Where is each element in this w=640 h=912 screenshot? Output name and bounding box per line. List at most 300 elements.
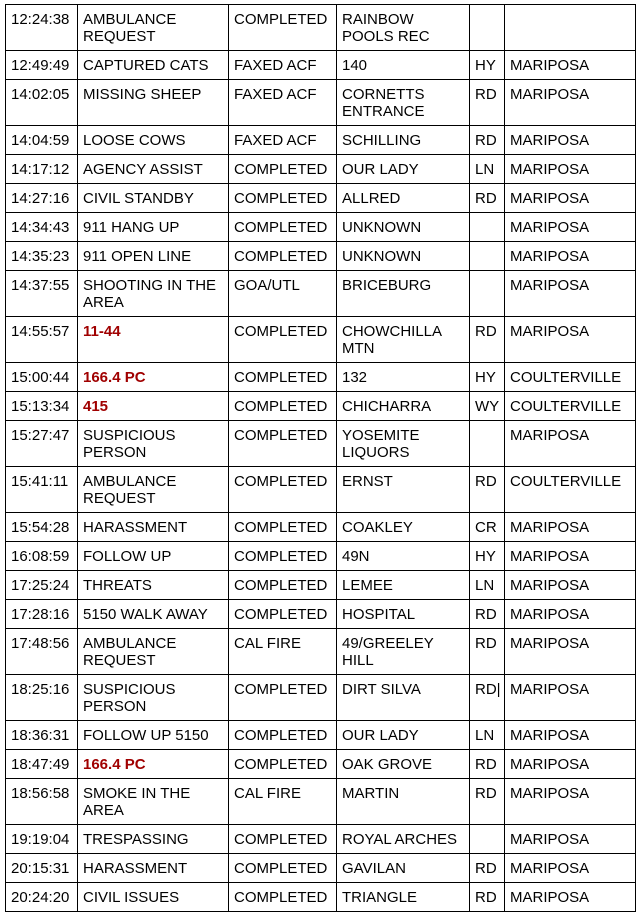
city-cell [505, 779, 636, 825]
street-cell-text: UNKNOWN [342, 219, 422, 236]
street-cell-text: TRIANGLE [342, 889, 418, 906]
city-cell [505, 721, 636, 750]
disposition-cell-text: COMPLETED [234, 248, 328, 265]
time-cell-text: 16:08:59 [11, 548, 70, 565]
time-cell-text: 12:49:49 [11, 57, 70, 74]
city-cell [505, 883, 636, 912]
disposition-cell-text: COMPLETED [234, 427, 328, 444]
call-type-cell-text: FOLLOW UP 5150 [83, 727, 209, 744]
call-type-cell-text: HARASSMENT [83, 860, 188, 877]
city-cell [505, 513, 636, 542]
table-row [6, 542, 636, 571]
time-cell [6, 184, 78, 213]
street-cell [337, 675, 470, 721]
table-row [6, 721, 636, 750]
call-type-cell-text: LOOSE COWS [83, 132, 186, 149]
time-cell-text: 17:48:56 [11, 635, 70, 652]
city-cell [505, 629, 636, 675]
table-row [6, 825, 636, 854]
city-cell [505, 213, 636, 242]
call-type-cell-text: HARASSMENT [83, 519, 188, 536]
table-row [6, 51, 636, 80]
street-suffix-cell [470, 571, 505, 600]
disposition-cell-text: COMPLETED [234, 889, 328, 906]
table-row [6, 184, 636, 213]
street-cell-text: 49N [342, 548, 370, 565]
disposition-cell-text: COMPLETED [234, 473, 328, 490]
street-suffix-cell-text: RD [475, 860, 497, 877]
disposition-cell-text: COMPLETED [234, 577, 328, 594]
table-row [6, 80, 636, 126]
call-type-cell-text: CIVIL STANDBY [83, 190, 194, 207]
call-type-cell [78, 571, 229, 600]
disposition-cell-text: COMPLETED [234, 606, 328, 623]
table-row [6, 317, 636, 363]
street-suffix-cell [470, 363, 505, 392]
city-cell-text: MARIPOSA [510, 756, 590, 773]
street-cell [337, 721, 470, 750]
street-suffix-cell [470, 271, 505, 317]
city-cell-text: MARIPOSA [510, 219, 590, 236]
street-cell [337, 513, 470, 542]
table-row [6, 513, 636, 542]
disposition-cell-text: COMPLETED [234, 727, 328, 744]
street-cell [337, 421, 470, 467]
city-cell-text: MARIPOSA [510, 519, 590, 536]
city-cell [505, 571, 636, 600]
call-type-cell [78, 825, 229, 854]
call-type-cell [78, 600, 229, 629]
street-cell-text: MARTIN [342, 785, 400, 802]
city-cell [505, 421, 636, 467]
disposition-cell [229, 213, 337, 242]
call-type-cell-text: AMBULANCE REQUEST [83, 635, 177, 669]
city-cell [505, 51, 636, 80]
street-cell [337, 883, 470, 912]
city-cell-text: COULTERVILLE [510, 473, 622, 490]
disposition-cell-text: FAXED ACF [234, 132, 317, 149]
street-suffix-cell-text: LN [475, 161, 495, 178]
time-cell-text: 14:27:16 [11, 190, 70, 207]
city-cell [505, 363, 636, 392]
time-cell-text: 15:13:34 [11, 398, 70, 415]
table-row [6, 571, 636, 600]
street-cell-text: CHOWCHILLA MTN [342, 323, 442, 357]
street-cell [337, 571, 470, 600]
call-type-cell [78, 126, 229, 155]
time-cell [6, 51, 78, 80]
city-cell [505, 467, 636, 513]
call-type-cell [78, 392, 229, 421]
call-type-cell-text: 911 OPEN LINE [83, 248, 192, 265]
city-cell [505, 80, 636, 126]
street-cell [337, 271, 470, 317]
street-cell [337, 155, 470, 184]
table-row [6, 750, 636, 779]
disposition-cell [229, 513, 337, 542]
disposition-cell-text: COMPLETED [234, 369, 328, 386]
call-type-cell-text: AMBULANCE REQUEST [83, 473, 177, 507]
disposition-cell [229, 242, 337, 271]
table-row [6, 421, 636, 467]
street-cell [337, 600, 470, 629]
time-cell [6, 363, 78, 392]
time-cell [6, 80, 78, 126]
table-row [6, 392, 636, 421]
disposition-cell-text: COMPLETED [234, 219, 328, 236]
street-suffix-cell [470, 213, 505, 242]
street-cell-text: 132 [342, 369, 368, 386]
call-type-cell-text: 166.4 PC [83, 369, 146, 386]
disposition-cell [229, 317, 337, 363]
city-cell-text: MARIPOSA [510, 427, 590, 444]
disposition-cell [229, 825, 337, 854]
disposition-cell-text: FAXED ACF [234, 57, 317, 74]
street-suffix-cell-text: LN [475, 727, 495, 744]
city-cell-text: MARIPOSA [510, 132, 590, 149]
table-row [6, 363, 636, 392]
call-type-cell [78, 750, 229, 779]
call-type-cell-text: SUSPICIOUS PERSON [83, 681, 176, 715]
disposition-cell [229, 600, 337, 629]
city-cell-text: MARIPOSA [510, 190, 590, 207]
city-cell-text: MARIPOSA [510, 635, 590, 652]
disposition-cell [229, 750, 337, 779]
call-type-cell [78, 242, 229, 271]
disposition-cell [229, 363, 337, 392]
street-cell [337, 854, 470, 883]
city-cell [505, 184, 636, 213]
disposition-cell-text: COMPLETED [234, 190, 328, 207]
time-cell [6, 513, 78, 542]
disposition-cell-text: CAL FIRE [234, 785, 301, 802]
call-log-table [5, 4, 636, 912]
street-cell-text: CHICHARRA [342, 398, 432, 415]
street-suffix-cell [470, 155, 505, 184]
disposition-cell [229, 629, 337, 675]
time-cell [6, 883, 78, 912]
street-cell-text: RAINBOW POOLS REC [342, 11, 430, 45]
disposition-cell [229, 51, 337, 80]
street-suffix-cell-text: RD| [475, 681, 501, 698]
time-cell [6, 629, 78, 675]
time-cell [6, 750, 78, 779]
street-suffix-cell [470, 721, 505, 750]
disposition-cell [229, 155, 337, 184]
disposition-cell-text: FAXED ACF [234, 86, 317, 103]
street-suffix-cell-text: RD [475, 86, 497, 103]
street-suffix-cell [470, 317, 505, 363]
disposition-cell-text: COMPLETED [234, 756, 328, 773]
city-cell-text: MARIPOSA [510, 681, 590, 698]
street-suffix-cell [470, 80, 505, 126]
street-cell [337, 51, 470, 80]
disposition-cell-text: COMPLETED [234, 681, 328, 698]
time-cell [6, 155, 78, 184]
time-cell [6, 317, 78, 363]
street-cell [337, 363, 470, 392]
time-cell [6, 421, 78, 467]
city-cell-text: MARIPOSA [510, 831, 590, 848]
street-cell-text: CORNETTS ENTRANCE [342, 86, 425, 120]
time-cell [6, 675, 78, 721]
city-cell-text: MARIPOSA [510, 577, 590, 594]
call-type-cell-text: CIVIL ISSUES [83, 889, 180, 906]
call-type-cell-text: MISSING SHEEP [83, 86, 202, 103]
time-cell-text: 12:24:38 [11, 11, 70, 28]
city-cell [505, 825, 636, 854]
street-cell-text: SCHILLING [342, 132, 422, 149]
city-cell-text: COULTERVILLE [510, 369, 622, 386]
call-type-cell-text: AGENCY ASSIST [83, 161, 203, 178]
street-suffix-cell [470, 467, 505, 513]
city-cell [505, 126, 636, 155]
street-suffix-cell [470, 242, 505, 271]
time-cell-text: 18:56:58 [11, 785, 70, 802]
call-type-cell [78, 271, 229, 317]
table-row [6, 600, 636, 629]
time-cell [6, 126, 78, 155]
street-suffix-cell-text: LN [475, 577, 495, 594]
street-cell-text: HOSPITAL [342, 606, 416, 623]
call-type-cell [78, 883, 229, 912]
street-suffix-cell-text: HY [475, 369, 496, 386]
disposition-cell [229, 467, 337, 513]
table-row [6, 629, 636, 675]
street-suffix-cell [470, 184, 505, 213]
disposition-cell [229, 421, 337, 467]
call-type-cell [78, 467, 229, 513]
time-cell-text: 14:02:05 [11, 86, 70, 103]
time-cell [6, 825, 78, 854]
call-type-cell-text: THREATS [83, 577, 152, 594]
time-cell-text: 18:47:49 [11, 756, 70, 773]
street-cell [337, 750, 470, 779]
street-cell [337, 184, 470, 213]
street-cell-text: GAVILAN [342, 860, 406, 877]
table-row [6, 213, 636, 242]
call-type-cell-text: AMBULANCE REQUEST [83, 11, 177, 45]
time-cell-text: 18:25:16 [11, 681, 70, 698]
call-type-cell [78, 854, 229, 883]
table-row [6, 675, 636, 721]
city-cell-text: MARIPOSA [510, 727, 590, 744]
table-row [6, 242, 636, 271]
street-cell-text: OUR LADY [342, 161, 419, 178]
street-suffix-cell [470, 600, 505, 629]
time-cell [6, 571, 78, 600]
time-cell-text: 15:00:44 [11, 369, 70, 386]
street-suffix-cell-text: WY [475, 398, 500, 415]
street-cell [337, 467, 470, 513]
street-cell-text: COAKLEY [342, 519, 413, 536]
disposition-cell [229, 854, 337, 883]
disposition-cell-text: COMPLETED [234, 860, 328, 877]
disposition-cell-text: COMPLETED [234, 323, 328, 340]
call-type-cell [78, 155, 229, 184]
street-cell [337, 542, 470, 571]
call-type-cell [78, 363, 229, 392]
table-row [6, 854, 636, 883]
street-cell [337, 779, 470, 825]
street-cell [337, 213, 470, 242]
call-type-cell-text: 166.4 PC [83, 756, 146, 773]
street-suffix-cell [470, 51, 505, 80]
street-cell [337, 80, 470, 126]
disposition-cell [229, 721, 337, 750]
time-cell-text: 17:28:16 [11, 606, 70, 623]
disposition-cell [229, 542, 337, 571]
time-cell [6, 779, 78, 825]
call-type-cell [78, 317, 229, 363]
street-suffix-cell [470, 5, 505, 51]
time-cell [6, 392, 78, 421]
time-cell-text: 14:04:59 [11, 132, 70, 149]
disposition-cell-text: COMPLETED [234, 11, 328, 28]
table-row [6, 779, 636, 825]
call-type-cell [78, 5, 229, 51]
street-cell-text: YOSEMITE LIQUORS [342, 427, 420, 461]
street-suffix-cell-text: RD [475, 635, 497, 652]
time-cell-text: 14:55:57 [11, 323, 70, 340]
time-cell [6, 271, 78, 317]
city-cell [505, 675, 636, 721]
disposition-cell [229, 675, 337, 721]
street-suffix-cell-text: RD [475, 606, 497, 623]
disposition-cell-text: COMPLETED [234, 519, 328, 536]
time-cell-text: 19:19:04 [11, 831, 70, 848]
street-cell-text: UNKNOWN [342, 248, 422, 265]
time-cell [6, 542, 78, 571]
call-type-cell [78, 675, 229, 721]
time-cell-text: 20:15:31 [11, 860, 70, 877]
street-suffix-cell [470, 629, 505, 675]
city-cell-text: MARIPOSA [510, 277, 590, 294]
street-suffix-cell [470, 421, 505, 467]
street-cell [337, 5, 470, 51]
street-cell [337, 317, 470, 363]
time-cell-text: 15:41:11 [11, 473, 69, 490]
time-cell-text: 14:17:12 [11, 161, 70, 178]
city-cell-text: MARIPOSA [510, 606, 590, 623]
street-suffix-cell [470, 779, 505, 825]
street-suffix-cell-text: RD [475, 190, 497, 207]
street-suffix-cell [470, 825, 505, 854]
disposition-cell-text: CAL FIRE [234, 635, 301, 652]
table-row [6, 5, 636, 51]
disposition-cell [229, 5, 337, 51]
street-suffix-cell-text: HY [475, 548, 496, 565]
street-cell-text: 49/GREELEY HILL [342, 635, 434, 669]
disposition-cell [229, 80, 337, 126]
street-cell [337, 825, 470, 854]
table-row [6, 883, 636, 912]
city-cell-text: MARIPOSA [510, 323, 590, 340]
city-cell-text: MARIPOSA [510, 548, 590, 565]
time-cell-text: 14:35:23 [11, 248, 70, 265]
street-cell [337, 126, 470, 155]
city-cell [505, 542, 636, 571]
time-cell-text: 15:54:28 [11, 519, 70, 536]
call-type-cell [78, 513, 229, 542]
disposition-cell [229, 126, 337, 155]
call-type-cell-text: 5150 WALK AWAY [83, 606, 208, 623]
time-cell-text: 15:27:47 [11, 427, 70, 444]
disposition-cell-text: COMPLETED [234, 548, 328, 565]
street-suffix-cell-text: HY [475, 57, 496, 74]
table-row [6, 126, 636, 155]
street-suffix-cell [470, 883, 505, 912]
street-cell [337, 629, 470, 675]
city-cell-text: MARIPOSA [510, 889, 590, 906]
call-type-cell-text: SHOOTING IN THE AREA [83, 277, 217, 311]
street-suffix-cell-text: RD [475, 473, 497, 490]
call-type-cell [78, 51, 229, 80]
city-cell [505, 271, 636, 317]
disposition-cell [229, 392, 337, 421]
city-cell-text: COULTERVILLE [510, 398, 622, 415]
street-cell-text: BRICEBURG [342, 277, 432, 294]
street-suffix-cell-text: CR [475, 519, 497, 536]
time-cell-text: 14:34:43 [11, 219, 70, 236]
call-type-cell [78, 213, 229, 242]
street-cell [337, 392, 470, 421]
street-cell-text: 140 [342, 57, 368, 74]
street-suffix-cell-text: RD [475, 756, 497, 773]
city-cell [505, 600, 636, 629]
city-cell-text: MARIPOSA [510, 785, 590, 802]
disposition-cell-text: COMPLETED [234, 831, 328, 848]
call-type-cell [78, 779, 229, 825]
disposition-cell [229, 571, 337, 600]
table-row [6, 271, 636, 317]
street-suffix-cell [470, 854, 505, 883]
call-type-cell-text: 911 HANG UP [83, 219, 180, 236]
street-suffix-cell [470, 392, 505, 421]
disposition-cell [229, 184, 337, 213]
disposition-cell [229, 779, 337, 825]
time-cell [6, 600, 78, 629]
street-cell-text: OUR LADY [342, 727, 419, 744]
street-suffix-cell-text: RD [475, 785, 497, 802]
call-type-cell-text: 11-44 [83, 323, 121, 340]
city-cell [505, 392, 636, 421]
time-cell-text: 18:36:31 [11, 727, 70, 744]
call-type-cell-text: CAPTURED CATS [83, 57, 209, 74]
call-type-cell [78, 80, 229, 126]
street-suffix-cell [470, 126, 505, 155]
disposition-cell-text: COMPLETED [234, 161, 328, 178]
time-cell [6, 213, 78, 242]
call-type-cell [78, 542, 229, 571]
city-cell-text: MARIPOSA [510, 57, 590, 74]
street-cell [337, 242, 470, 271]
call-type-cell-text: SMOKE IN THE AREA [83, 785, 191, 819]
time-cell [6, 5, 78, 51]
city-cell [505, 854, 636, 883]
city-cell-text: MARIPOSA [510, 161, 590, 178]
city-cell [505, 155, 636, 184]
city-cell [505, 242, 636, 271]
city-cell [505, 5, 636, 51]
city-cell-text: MARIPOSA [510, 860, 590, 877]
disposition-cell [229, 271, 337, 317]
street-cell-text: ROYAL ARCHES [342, 831, 458, 848]
disposition-cell-text: COMPLETED [234, 398, 328, 415]
disposition-cell [229, 883, 337, 912]
call-type-cell [78, 421, 229, 467]
call-type-cell-text: 415 [83, 398, 109, 415]
